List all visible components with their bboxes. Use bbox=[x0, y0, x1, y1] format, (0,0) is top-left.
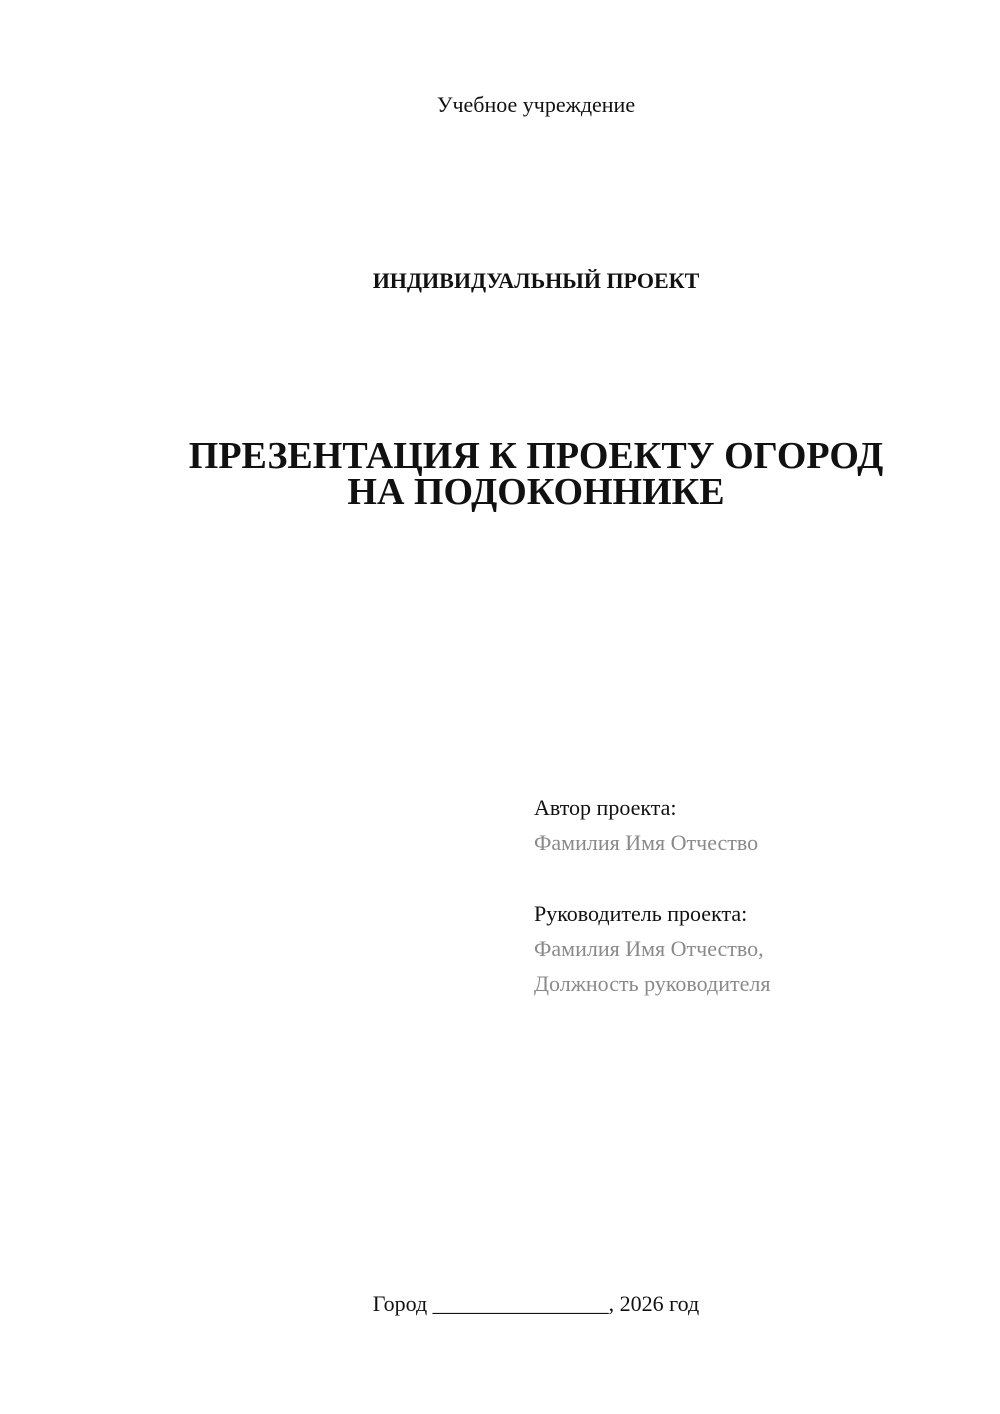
project-title-line-1: ПРЕЗЕНТАЦИЯ К ПРОЕКТУ ОГОРОД bbox=[188, 435, 884, 477]
supervisor-name: Фамилия Имя Отчество, bbox=[534, 936, 764, 961]
project-type-heading: ИНДИВИДУАЛЬНЫЙ ПРОЕКТ bbox=[372, 268, 700, 293]
credits-spacer bbox=[534, 860, 974, 896]
project-title-line-2: НА ПОДОКОННИКЕ bbox=[347, 471, 725, 513]
author-name: Фамилия Имя Отчество bbox=[534, 830, 759, 855]
project-credits bbox=[534, 790, 974, 1001]
project-title bbox=[0, 435, 1000, 513]
supervisor-label: Руководитель проекта: bbox=[534, 901, 748, 926]
city-year-footer: Город ________________, 2026 год bbox=[372, 1291, 700, 1316]
institution-name: Учебное учреждение bbox=[436, 92, 636, 117]
supervisor-position: Должность руководителя bbox=[534, 971, 771, 996]
author-label: Автор проекта: bbox=[534, 795, 677, 820]
